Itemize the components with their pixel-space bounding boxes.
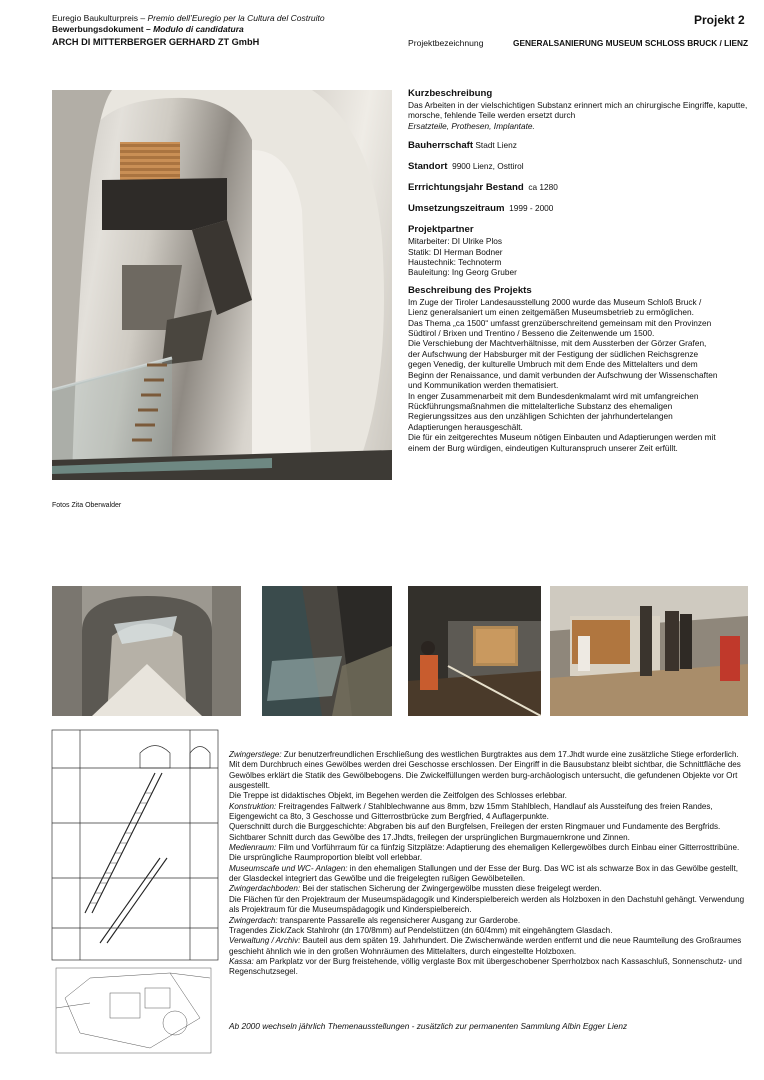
beschreibung-line: Das Thema „ca 1500“ umfasst grenzüberschreitend gemeinsam mit den Provinzen [408, 317, 712, 328]
detail-paragraph [229, 791, 749, 801]
partner-line: Statik: DI Herman Bodner [408, 246, 503, 257]
photo-credit: Fotos Zita Oberwalder [52, 502, 122, 509]
technical-drawing [50, 728, 220, 1058]
beschreibung-line: Beginn der Renaissance, und damit verbunden der Aufschwung der Wissenschaften [408, 369, 718, 380]
detail-paragraph [229, 822, 749, 843]
detail-paragraph [229, 750, 749, 791]
detail-paragraph [229, 843, 749, 864]
projekt-number: Projekt 2 [694, 13, 745, 27]
photo-exhibition [550, 586, 748, 716]
photo-passage [52, 586, 241, 716]
footer-note: Ab 2000 wechseln jährlich Themenausstellungen - zusätzlich zur permanenten Sammlung Albin Egger Lienz [229, 1021, 628, 1031]
media-room-graphic [408, 586, 541, 716]
detail-body: Die Treppe ist didaktisches Objekt, im Begehen werden die Zeitfolgen des Schlosses erlebbar. [229, 791, 567, 801]
office-name: ARCH DI MITTERBERGER GERHARD ZT GmbH [52, 37, 260, 47]
beschreibung-line: Die Verschiebung der Machtverhältnisse, mit dem Aussterben der Görzer Grafen, [408, 338, 707, 349]
projekt-name: GENERALSANIERUNG MUSEUM SCHLOSS BRUCK / LIENZ [513, 38, 749, 48]
detail-label: Kassa: [229, 956, 254, 966]
detail-body: Tragendes Zick/Zack Stahlrohr (dn 170/8mm) auf Pendelstützen (dn 60/4mm) mit eingehängtem Glasdach. [229, 925, 613, 935]
beschreibung-line: Südtirol / Brixen und Trentino / Besseno die Zeitenwende um 1500. [408, 328, 655, 339]
detail-body: Zur benutzerfreundlichen Erschließung des westlichen Burgtraktes aus dem 17.Jhdt wurde eine zusätzliche Stiege erforderlich. Mit dem Durchbruch eines Gewölbes werden drei Geschosse erschlossen. Der Eingriff in die Bausubstanz bleibt sichtbar, die Schnittfläche des Gewölbes erklärt die Statik des Gewölbebogens. Die Zwickelfüllungen werden burg-archäologisch untersucht, die gefundenen Objekte vor Ort ausgestellt. [229, 750, 741, 791]
detail-body: am Parkplatz vor der Burg freistehende, völlig verglaste Box mit übergeschobener Sperrholzbox nach Kassaschluß, Sonnenschutz- und Regenschutzsegel. [229, 956, 742, 977]
exhibition-graphic [550, 586, 748, 716]
detail-paragraph [229, 957, 749, 978]
bauherr-label: Bauherrschaft [408, 140, 474, 152]
beschreibung-line: der Aufschwung der Habsburger mit der Festigung der südlichen Reichsgrenze [408, 348, 699, 359]
beschreibung-line: Lienz generalsaniert um einen zeitgemäßen Museumsbetrieb zu ermöglichen. [408, 307, 694, 318]
detail-label: Verwaltung / Archiv: [229, 936, 301, 946]
errichtung-label: Errrichtungsjahr Bestand [408, 182, 524, 194]
header-title-de: Euregio Baukulturpreis – [52, 13, 148, 23]
photo-stair-detail [262, 586, 392, 716]
partner-title: Projektpartner [408, 224, 474, 236]
photo-media-room [408, 586, 541, 716]
beschreibung-line: einem der Burg würdigen, eindeutigen Kulturanspruch unserer Zeit erfüllt. [408, 442, 678, 453]
detail-label: Zwingerstiege: [229, 750, 282, 759]
detail-paragraph [229, 864, 749, 885]
detail-text [229, 750, 749, 978]
header-line-1 [52, 13, 325, 24]
umsetzung-label: Umsetzungszeitraum [408, 203, 505, 215]
detail-paragraph [229, 926, 749, 936]
detail-paragraph [229, 895, 749, 916]
detail-label: Zwingerdach: [229, 915, 278, 925]
detail-paragraph [229, 936, 749, 957]
header-doc-de: Bewerbungsdokument – [52, 24, 154, 34]
detail-paragraph [229, 916, 749, 926]
beschreibung-line: Adaptierungen herausgeschält. [408, 421, 523, 432]
bauherr-value: Stadt Lienz [475, 140, 517, 151]
stair-photo-graphic [52, 90, 392, 480]
detail-body: transparente Passarelle als regensicherer Ausgang zur Garderobe. [277, 915, 521, 925]
header-line-2 [52, 24, 244, 35]
detail-paragraph [229, 884, 749, 894]
partner-line: Mitarbeiter: DI Ulrike Plos [408, 236, 503, 247]
detail-label: Zwingerdachboden: [229, 884, 301, 894]
detail-body: Freitragendes Faltwerk / Stahlblechwanne aus 8mm, bzw 15mm Stahlblech, Handlauf als Aussteifung des freien Randes, Eigengewicht ca 8to, 3 Geschosse und Gitterrostbrücke zum Bergfried, 4 Auflagerpunkte. [229, 801, 713, 822]
beschreibung-line: Rückführungsmaßnahmen die mittelalterliche Substanz des ehemaligen [408, 400, 673, 411]
beschreibung-line: Regierungssitzes aus den unzähligen Schichten der jahrhundertelangen [408, 411, 673, 422]
beschreibung-line: Im Zuge der Tiroler Landesausstellung 2000 wurde das Museum Schloß Bruck / [408, 296, 702, 307]
header-doc-it: Modulo di candidatura [153, 24, 244, 34]
umsetzung-value: 1999 - 2000 [509, 203, 554, 214]
detail-body: Querschnitt durch die Burggeschichte: Abgraben bis auf den Burgfelsen, Freilegen der ersten Ringmauer und Fundamente des Bergfrids. Sichtbarer Schnitt durch das Gewölbe des 17.Jhdts, freilegen der ursprünglichen Burgmauernkrone und Zinnen. [229, 822, 721, 842]
passage-photo-graphic [52, 586, 241, 716]
standort-label: Standort [408, 161, 448, 173]
errichtung-value: ca 1280 [528, 182, 558, 193]
main-photo-stair [52, 90, 392, 480]
detail-label: Konstruktion: [229, 801, 277, 811]
partner-line: Haustechnik: Technoterm [408, 257, 502, 268]
detail-body: Bei der statischen Sicherung der Zwingergewölbe mussten diese freigelegt werden. [300, 884, 602, 894]
detail-label: Museumscafe und WC- Anlagen: [229, 863, 348, 873]
project-description [408, 88, 753, 453]
beschreibung-title: Beschreibung des Projekts [408, 284, 532, 296]
beschreibung-line: Die für ein zeitgerechtes Museum nötigen Einbauten und Adaptierungen werden mit [408, 432, 716, 443]
header-title-it: Premio dell’Euregio per la Cultura del Costruito [147, 13, 325, 23]
detail-body: Film und Vorführraum für ca fünfzig Sitzplätze: Adaptierung des ehemaligen Kellergewölbes durch Einbau einer Gitterrosttribüne. Die ursprüngliche Raumproportion bleibt voll erlebbar. [229, 843, 740, 863]
kurz-italic: Ersatzteile, Prothesen, Implantate. [408, 120, 535, 131]
projekt-label: Projektbezeichnung [408, 38, 484, 48]
standort-value: 9900 Lienz, Osttirol [452, 161, 524, 172]
kurz-text: Das Arbeiten in der vielschichtigen Substanz erinnert mich an chirurgische Eingriffe, kaputte, morsche, fehlende Teile werden ersetzt durch [408, 100, 748, 121]
detail-body: in den ehemaligen Stallungen und der Esse der Burg. Das WC ist als schwarze Box in das Gewölbe gestellt, der Glasdeckel integriert das Gewölbe und die freigelegten rußigen Gewölbeteilen. [229, 863, 738, 884]
detail-label: Medienraum: [229, 843, 277, 853]
beschreibung-line: gegen Venedig, der kulturelle Umbruch mit dem Ende des Mittelalters und dem [408, 359, 698, 370]
kurz-title: Kurzbeschreibung [408, 88, 493, 99]
beschreibung-line: und Kommunikation werden thematisiert. [408, 380, 559, 391]
beschreibung-line: In enger Zusammenarbeit mit dem Bundesdenkmalamt wird mit umfangreichen [408, 390, 699, 401]
partner-line: Bauleitung: Ing Georg Gruber [408, 267, 517, 278]
detail-body: Bauteil aus dem späten 19. Jahrhundert. Die Zwischenwände werden entfernt und die neue Raumteilung des Großraumes geschieht ähnlich wie in den großen Wohnräumen des Mittelalters, durch eingestellte Holzboxen. [229, 936, 742, 956]
detail-body: Die Flächen für den Projektraum der Museumspädagogik und Kinderspielbereich werden als Holzboxen in den Dachstuhl gehängt. Verwendung als Projektraum für die Museumspädagogik und Kinderspielbereich. [229, 894, 745, 915]
stair-section-drawing [50, 728, 220, 1058]
stair-detail-graphic [262, 586, 392, 716]
detail-paragraph [229, 802, 749, 823]
